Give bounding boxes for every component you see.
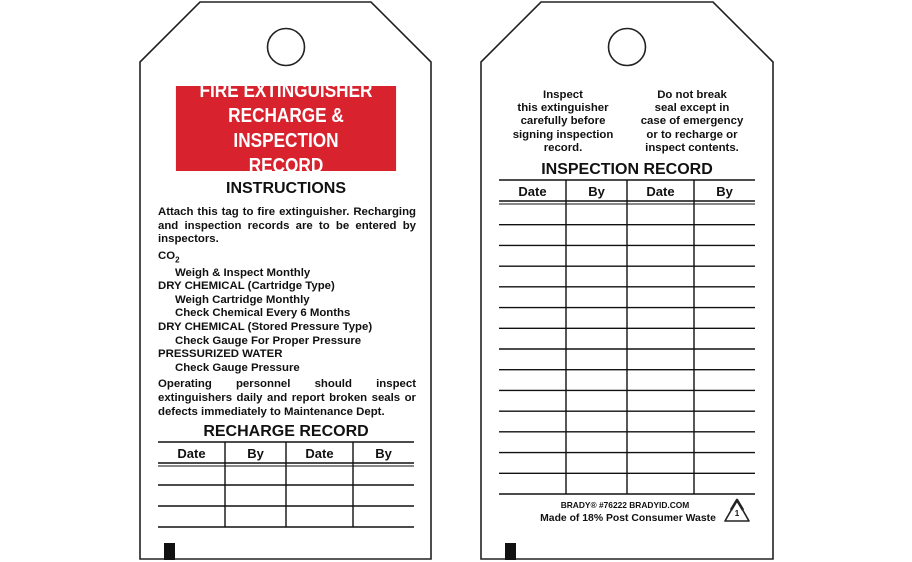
dry-cartridge-item: Check Chemical Every 6 Months	[175, 307, 351, 320]
grommet-hole-icon	[268, 29, 305, 66]
inspection-col-date: Date	[518, 184, 547, 199]
co2-label: $CO_2$	[158, 249, 180, 265]
grommet-hole-icon	[609, 29, 646, 66]
recycle-line: Made of 18% Post Consumer Waste	[540, 513, 716, 524]
seal-warning-note: Do not break seal except in case of emergency or to recharge or inspect contents.	[640, 89, 744, 154]
instructions-heading: INSTRUCTIONS	[226, 180, 346, 197]
instructions-body	[158, 206, 416, 419]
front-title-banner	[176, 79, 396, 177]
corner-notch-icon	[505, 543, 516, 560]
closing-text: Operating personnel should inspect extinguishers daily and report broken seals or defects immediately to Maintenance Dept.	[158, 378, 416, 418]
dry-stored-item: Check Gauge For Proper Pressure	[175, 334, 362, 347]
water-label: PRESSURIZED WATER	[158, 348, 283, 361]
dry-cartridge-label: DRY CHEMICAL (Cartridge Type)	[158, 280, 335, 293]
inspection-col-date: Date	[646, 184, 675, 199]
banner-line: RECHARGE & INSPECTION	[228, 104, 344, 152]
recharge-col-date: Date	[305, 446, 334, 461]
co2-item: Weigh & Inspect Monthly	[175, 266, 311, 279]
corner-notch-icon	[164, 543, 175, 560]
brand-line: BRADY® #76222 BRADYID.COM	[560, 500, 690, 510]
banner-line: RECORD	[248, 154, 324, 177]
water-item: Check Gauge Pressure	[175, 361, 300, 374]
inspection-col-by: By	[588, 184, 605, 199]
recharge-col-by: By	[375, 446, 392, 461]
recharge-record-heading: RECHARGE RECORD	[203, 423, 369, 440]
recharge-col-date: Date	[177, 446, 206, 461]
recycle-icon-number: 1	[734, 509, 740, 518]
inspection-col-by: By	[716, 184, 733, 199]
banner-line: FIRE EXTINGUISHER	[199, 79, 373, 102]
dry-cartridge-item: Weigh Cartridge Monthly	[175, 293, 310, 306]
inspect-note: Inspect this extinguisher carefully before signing inspection record.	[512, 89, 614, 154]
intro-text: Attach this tag to fire extinguisher. Recharging and inspection records are to be entered by inspectors.	[158, 206, 416, 246]
dry-stored-label: DRY CHEMICAL (Stored Pressure Type)	[158, 321, 373, 334]
recharge-col-by: By	[247, 446, 264, 461]
inspection-record-heading: INSPECTION RECORD	[541, 161, 713, 178]
